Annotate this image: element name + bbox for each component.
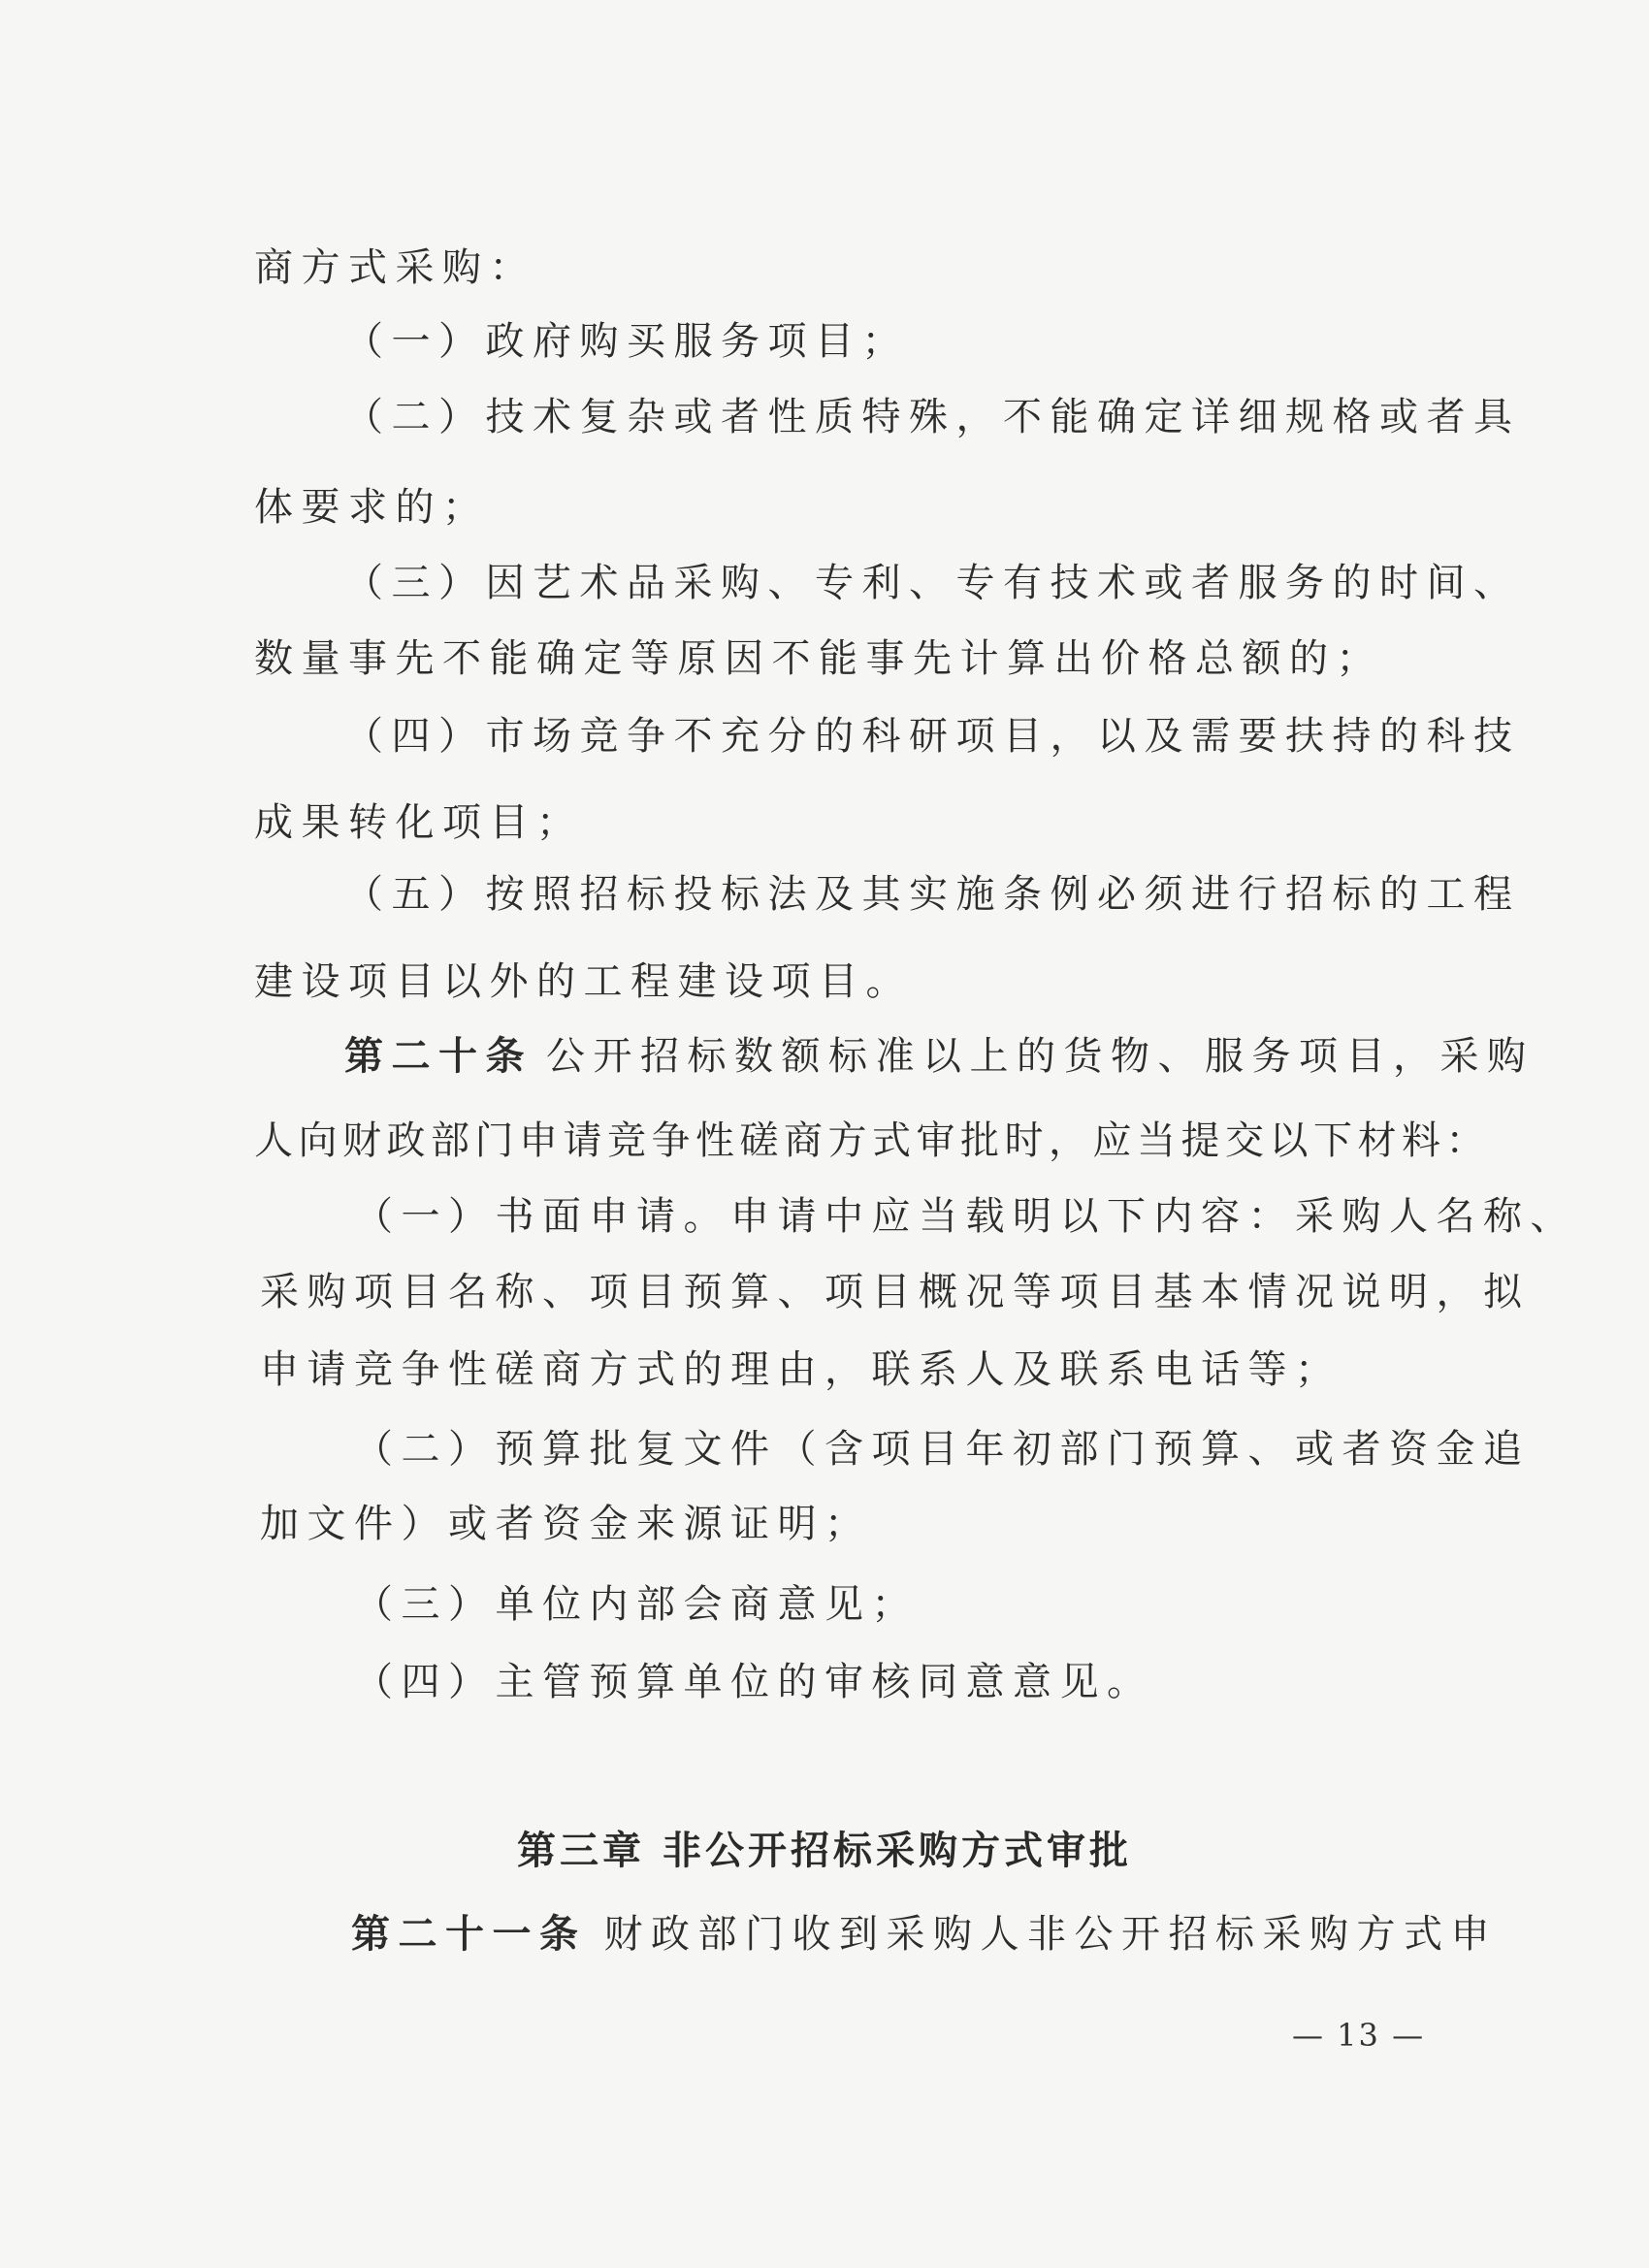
chapter-3-title: 第三章 非公开招标采购方式审批	[517, 1829, 1132, 1873]
article-20-item-7: （四）主管预算单位的审核同意意见。	[354, 1660, 1154, 1704]
article-20-text: 公开招标数额标准以上的货物、服务项目，采购	[546, 1034, 1535, 1079]
article-21-text: 财政部门收到采购人非公开招标采购方式申	[603, 1912, 1498, 1957]
article-20-item-4: （二）预算批复文件（含项目年初部门预算、或者资金追	[354, 1427, 1531, 1472]
article-20-first-line	[344, 1031, 1535, 1082]
article-20-cont: 人向财政部门申请竞争性磋商方式审批时，应当提交以下材料：	[254, 1118, 1490, 1163]
text-line-4: 体要求的；	[254, 485, 490, 530]
article-20-label: 第二十条	[344, 1033, 533, 1079]
text-line-7: （四）市场竞争不充分的科研项目，以及需要扶持的科技	[344, 714, 1521, 759]
text-line-5: （三）因艺术品采购、专利、专有技术或者服务的时间、	[344, 561, 1521, 605]
article-21-first-line	[351, 1909, 1498, 1960]
text-line-10: 建设项目以外的工程建设项目。	[254, 959, 913, 1004]
text-line-1: 商方式采购：	[254, 245, 536, 290]
text-line-3: （二）技术复杂或者性质特殊，不能确定详细规格或者具	[344, 395, 1521, 439]
text-line-9: （五）按照招标投标法及其实施条例必须进行招标的工程	[344, 872, 1521, 917]
page-number: — 13 —	[1292, 2017, 1426, 2054]
article-20-item-2: 采购项目名称、项目预算、项目概况等项目基本情况说明，拟	[260, 1270, 1531, 1314]
text-line-8: 成果转化项目；	[254, 800, 584, 845]
text-line-2: （一）政府购买服务项目；	[344, 319, 909, 364]
article-20-item-6: （三）单位内部会商意见；	[354, 1582, 919, 1627]
article-20-item-5: 加文件）或者资金来源证明；	[260, 1502, 872, 1546]
article-20-item-1: （一）书面申请。申请中应当载明以下内容：采购人名称、	[354, 1194, 1577, 1239]
text-line-6: 数量事先不能确定等原因不能事先计算出价格总额的；	[254, 636, 1383, 681]
article-20-item-3: 申请竞争性磋商方式的理由，联系人及联系电话等；	[260, 1347, 1342, 1392]
article-21-label: 第二十一条	[351, 1911, 587, 1957]
